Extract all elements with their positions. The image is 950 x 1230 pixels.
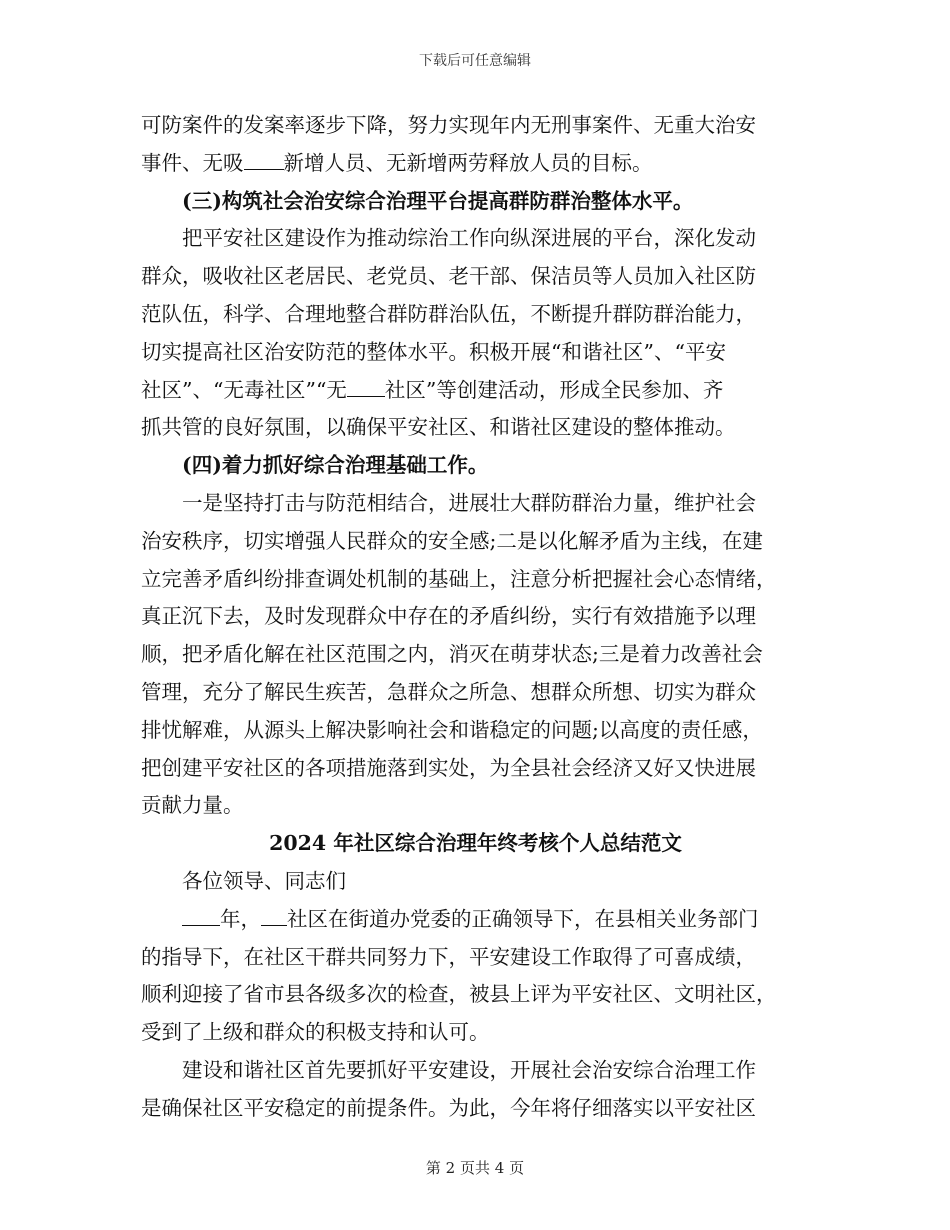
paragraph-line: 社区”、“无毒社区”“无 社区”等创建活动，形成全民参加、齐: [141, 377, 724, 402]
paragraph-line: 范队伍，科学、合理地整合群防群治队伍，不断提升群防群治能力，: [141, 301, 756, 326]
paragraph-line: 立完善矛盾纠纷排查调处机制的基础上，注意分析把握社会心态情绪，: [141, 566, 777, 591]
paragraph-line: 把平安社区建设作为推动综治工作向纵深进展的平台，深化发动: [182, 226, 756, 251]
paragraph-line: 治安秩序，切实增强人民群众的安全感;二是以化解矛盾为主线，在建: [141, 528, 763, 553]
paragraph-line: 是确保社区平安稳定的前提条件。为此，今年将仔细落实以平安社区: [141, 1095, 756, 1120]
paragraph-line: 管理，充分了解民生疾苦，急群众之所急、想群众所想、切实为群众: [141, 679, 756, 704]
paragraph-line: 排忧解难，从源头上解决影响社会和谐稳定的问题;以高度的责任感，: [141, 717, 763, 742]
paragraph-line: 顺，把矛盾化解在社区范围之内，消灭在萌芽状态;三是着力改善社会: [141, 642, 763, 667]
paragraph-line: 的指导下，在社区干群共同努力下，平安建设工作取得了可喜成绩，: [141, 944, 756, 969]
paragraph-line: 建设和谐社区首先要抓好平安建设，开展社会治安综合治理工作: [182, 1057, 756, 1082]
paragraph-line: 年， 社区在街道办党委的正确领导下，在县相关业务部门: [141, 901, 806, 939]
document-body: [141, 107, 806, 1128]
paragraph-line: 一是坚持打击与防范相结合，进展壮大群防群治力量，维护社会: [182, 490, 756, 515]
paragraph-line: 贡献力量。: [141, 793, 244, 818]
paragraph-line: 群众，吸收社区老居民、老党员、老干部、保洁员等人员加入社区防: [141, 264, 756, 289]
section-heading-3: (三)构筑社会治安综合治理平台提高群防群治整体水平。: [182, 188, 694, 213]
page-footer: 第 2 页共 4 页: [425, 1159, 525, 1177]
paragraph-line: 把创建平安社区的各项措施落到实处，为全县社会经济又好又快进展: [141, 755, 756, 780]
paragraph-line: 抓共管的良好氛围，以确保平安社区、和谐社区建设的整体推动。: [141, 415, 736, 440]
page-header: 下载后可任意编辑: [419, 53, 531, 69]
paragraph-line: 真正沉下去，及时发现群众中存在的矛盾纠纷，实行有效措施予以理: [141, 604, 756, 629]
salutation: 各位领导、同志们: [182, 868, 346, 893]
fill-in-blank: [182, 905, 220, 926]
paragraph-line: 顺利迎接了省市县各级多次的检查，被县上评为平安社区、文明社区，: [141, 982, 777, 1007]
fill-in-blank: [347, 376, 385, 397]
paragraph-line: 受到了上级和群众的积极支持和认可。: [141, 1020, 490, 1045]
paragraph-line: 事件、无吸 新增人员、无新增两劳释放人员的目标。: [141, 150, 653, 175]
section-heading-4: (四)着力抓好综合治理基础工作。: [182, 453, 489, 478]
document-title: 2024 年社区综合治理年终考核个人总结范文: [269, 831, 682, 856]
paragraph-line: 可防案件的发案率逐步下降，努力实现年内无刑事案件、无重大治安: [141, 113, 756, 137]
fill-in-blank: [244, 149, 284, 170]
paragraph-line: 切实提高社区治安防范的整体水平。积极开展“和谐社区”、“平安: [141, 339, 726, 364]
fill-in-blank: [261, 905, 287, 926]
